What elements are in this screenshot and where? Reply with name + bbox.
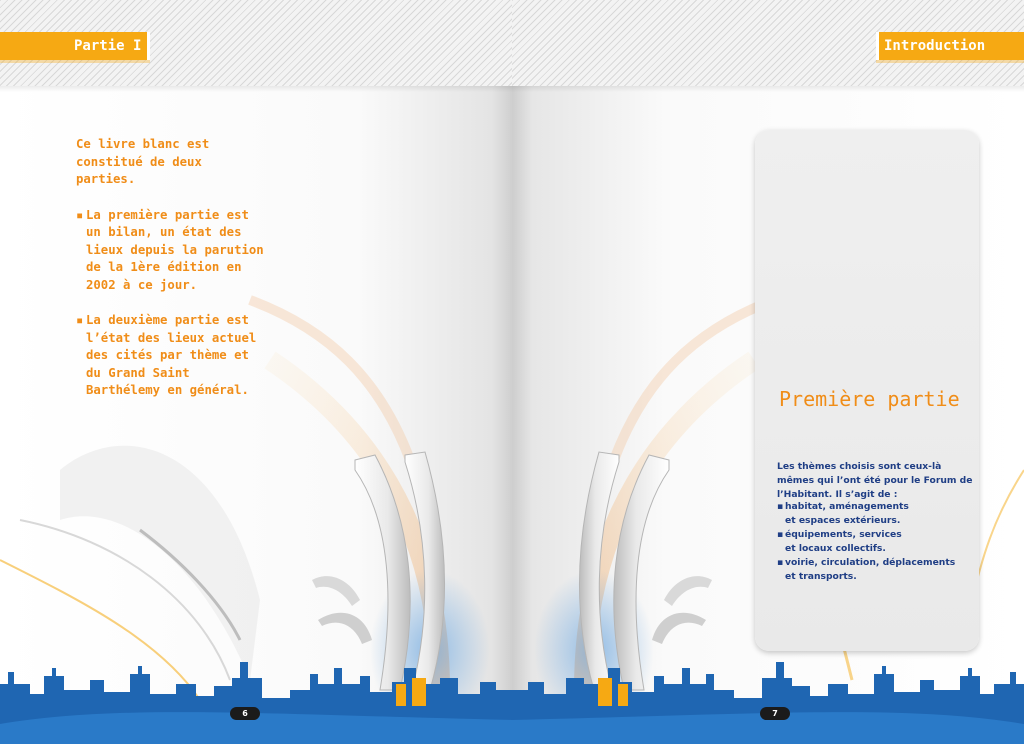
- chapter-tab-label: Partie I: [74, 38, 142, 54]
- section-summary-card: [755, 130, 979, 651]
- square-bullet-icon: ▪: [76, 207, 84, 222]
- list-item: [76, 312, 266, 400]
- list-item: ▪ habitat, aménagements et espaces extérieurs.: [777, 501, 909, 526]
- card-title: Première partie: [779, 387, 960, 411]
- themes-list: [777, 500, 973, 584]
- city-skyline-illustration: [0, 654, 512, 744]
- section-tab-label: Introduction: [884, 38, 986, 54]
- page-number-badge: 7: [760, 707, 790, 720]
- square-bullet-icon: ▪: [777, 557, 784, 568]
- intro-text-block: [76, 136, 266, 418]
- square-bullet-icon: ▪: [777, 501, 784, 512]
- list-item-text: La première partie est un bilan, un état des lieux depuis la parution de la 1ère édition en 2002 à ce jour.: [86, 207, 264, 292]
- list-item: ▪ équipements, services et locaux collectifs.: [777, 529, 902, 554]
- card-intro: Les thèmes choisis sont ceux-là mêmes qui l’ont été pour le Forum de l’Habitant. Il s’agit de :: [777, 461, 973, 500]
- city-skyline-illustration: [512, 654, 1024, 744]
- page-number-badge: 6: [230, 707, 260, 720]
- square-bullet-icon: ▪: [777, 529, 784, 540]
- list-item-text: La deuxième partie est l’état des lieux actuel des cités par thème et du Grand Saint Barthélemy en général.: [86, 313, 257, 397]
- right-page: [512, 0, 1024, 744]
- list-item: [76, 207, 266, 295]
- intro-paragraph: Ce livre blanc est constitué de deux parties.: [76, 137, 210, 186]
- parts-list: [76, 207, 266, 400]
- list-item: ▪ voirie, circulation, déplacements et transports.: [777, 557, 956, 582]
- square-bullet-icon: ▪: [76, 313, 84, 327]
